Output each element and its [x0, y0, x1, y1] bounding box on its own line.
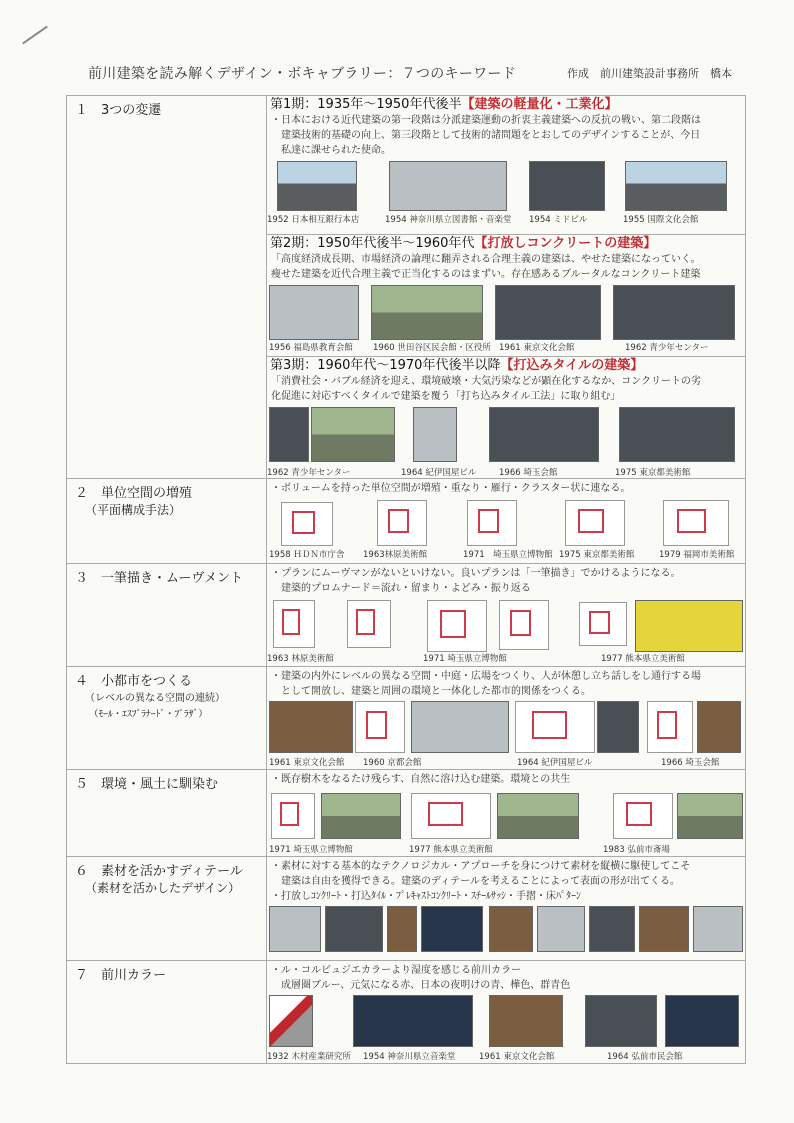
- period-theme: 【打放しコンクリートの建築】: [474, 236, 657, 251]
- photo-caption: 1932 木村産業研究所: [267, 1052, 351, 1062]
- floor-plan: [377, 500, 427, 546]
- row-label: ４ 小都市をつくる （レベルの異なる空間の連続） （ﾓｰﾙ・ｴｽﾌﾟﾗﾅｰﾄﾞ・ﾌﾟﾗｻﾞ）: [67, 667, 267, 770]
- table-row: [67, 479, 746, 564]
- building-photo: [613, 285, 735, 340]
- paragraph-line: ・既存樹木をなるたけ残らす、自然に溶け込む建築。環境との共生: [271, 774, 571, 785]
- row-content: [267, 770, 746, 857]
- floor-plan-highlighted: [635, 600, 743, 652]
- site-plan: [355, 701, 405, 753]
- photo-caption: 1971 埼玉県立博物館: [269, 845, 353, 855]
- paragraph-line: 「消費社会・バブル経済を迎え、環境破壊・大気汚染などが顕在化するなか、コンクリートの劣: [271, 376, 701, 387]
- table-row: [67, 961, 746, 1064]
- photo-caption: 1952 日本相互銀行本店: [267, 215, 360, 225]
- building-photo: [489, 407, 599, 462]
- photo-caption: 1958 ＨＤＮ市庁舎: [269, 550, 345, 560]
- row-content: [267, 667, 746, 770]
- period-heading: 第1期：1935年～1950年代後半: [270, 97, 462, 112]
- row-label: ５ 環境・風土に馴染む: [67, 770, 267, 857]
- pen-mark: [22, 26, 48, 45]
- photo-caption: 1966 埼玉会館: [499, 468, 558, 478]
- photo-caption: 1979 福岡市美術館: [659, 550, 735, 560]
- building-photo: [269, 701, 353, 753]
- table-row: [67, 564, 746, 667]
- material-photo: [639, 906, 689, 952]
- floor-plan: [499, 600, 549, 650]
- floor-plan: [347, 600, 391, 648]
- paragraph-line: ・素材に対する基本的なテクノロジカル・アプローチを身につけて素材を縦横に駆使してこそ: [271, 861, 691, 872]
- site-plan: [647, 701, 693, 753]
- period-3: [267, 357, 745, 478]
- paragraph-line: ・日本における近代建築の第一段階は分派建築運動の折衷主義建築への反抗の戦い、第二段階は: [271, 115, 701, 126]
- site-plan: [271, 793, 315, 839]
- author-line: 作成 前川建築設計事務所 橋本: [567, 67, 732, 80]
- photo-caption: 1975 東京都美術館: [615, 468, 691, 478]
- row-label: ７ 前川カラー: [67, 961, 267, 1064]
- building-photo: [413, 407, 457, 462]
- table-row: [67, 667, 746, 770]
- row-content: [267, 479, 746, 564]
- building-photo: [353, 995, 473, 1047]
- page-title: 前川建築を読み解くデザイン・ボキャブラリー：７つのキーワード: [88, 66, 517, 82]
- site-plan: [613, 793, 673, 839]
- row-label: １ 3つの変遷: [67, 96, 267, 479]
- photo-caption: 1954 神奈川県立図書館・音楽堂: [385, 215, 512, 225]
- paragraph-line: ・打放しｺﾝｸﾘｰﾄ・打込ﾀｲﾙ・ﾌﾟﾚｷｬｽﾄｺﾝｸﾘｰﾄ・ｽﾁｰﾙｻｯｼ・手摺・床ﾊﾟﾀｰﾝ: [271, 891, 581, 902]
- building-photo: [489, 995, 563, 1047]
- table-row: [67, 857, 746, 961]
- paragraph-line: 成層圏ブルー、元気になる赤、日本の夜明けの青、樺色、群青色: [281, 980, 571, 991]
- photo-caption: 1963 林原美術館: [267, 654, 334, 664]
- material-photo: [693, 906, 743, 952]
- paragraph-line: 建築技術的基礎の向上、第三段階として技術的諸問題をとおしてのデザインすることが、今日: [281, 130, 701, 141]
- material-photo: [325, 906, 383, 952]
- paragraph-line: 痩せた建築を近代合理主義で正当化するのはまずい。存在感あるブルータルなコンクリート建築: [271, 269, 701, 280]
- paragraph-line: ・ボリュームを持った単位空間が増殖・重なり・雁行・クラスター状に連なる。: [271, 483, 631, 494]
- period-theme: 【打込みタイルの建築】: [500, 358, 644, 373]
- row-content: [267, 564, 746, 667]
- row-label: ２ 単位空間の増殖 （平面構成手法）: [67, 479, 267, 564]
- building-photo: [497, 793, 579, 839]
- photo-caption: 1954 神奈川県立音楽堂: [363, 1052, 456, 1062]
- material-photo: [589, 906, 635, 952]
- photo-caption: 1964 紀伊国屋ビル: [517, 758, 593, 768]
- photo-caption: 1961 東京文化会館: [269, 758, 345, 768]
- building-photo: [277, 161, 357, 211]
- material-photo: [387, 906, 417, 952]
- photo-caption: 1961 東京文化会館: [479, 1052, 555, 1062]
- photo-caption: 1971 埼玉県立博物館: [463, 550, 553, 560]
- paragraph-line: ・プランにムーヴマンがないといけない。良いプランは「一筆描き」でかけるようになる。: [271, 568, 681, 579]
- material-photo: [489, 906, 533, 952]
- photo-caption: 1975 東京都美術館: [559, 550, 635, 560]
- building-photo: [411, 701, 509, 753]
- period-2: [267, 235, 745, 357]
- photo-caption: 1956 福島県教育会館: [269, 343, 353, 353]
- period-1: [267, 96, 745, 235]
- photo-caption: 1962 青少年センター: [625, 343, 709, 353]
- building-photo: [371, 285, 483, 340]
- keyword-table: [66, 95, 746, 1064]
- material-photo: [421, 906, 483, 952]
- floor-plan: [663, 500, 729, 546]
- paragraph-line: 私達に課せられた使命。: [281, 145, 391, 156]
- photo-caption: 1977 熊本県立美術館: [601, 654, 685, 664]
- building-photo: [665, 995, 739, 1047]
- photo-caption: 1960 京都会館: [363, 758, 422, 768]
- floor-plan: [579, 602, 627, 646]
- site-plan: [411, 793, 491, 839]
- photo-caption: 1977 熊本県立美術館: [409, 845, 493, 855]
- building-photo: [529, 161, 605, 211]
- site-plan: [515, 701, 595, 753]
- row-content: [267, 857, 746, 961]
- photo-caption: 1963林原美術館: [363, 550, 428, 560]
- building-photo: [619, 407, 735, 462]
- row-label: ６ 素材を活かすディテール （素材を活かしたデザイン）: [67, 857, 267, 961]
- building-photo: [269, 995, 313, 1047]
- paragraph-line: 「高度経済成長期、市場経済の論理に翻弄される合理主義の建築は、やせた建築になっていく。: [271, 254, 701, 265]
- material-photo: [269, 906, 321, 952]
- floor-plan: [427, 600, 487, 652]
- paragraph-line: 建築的プロムナード＝流れ・留まり・よどみ・振り返る: [281, 583, 531, 594]
- building-photo: [585, 995, 657, 1047]
- building-photo: [697, 701, 741, 753]
- photo-caption: 1966 埼玉会館: [661, 758, 720, 768]
- building-photo: [389, 161, 507, 211]
- photo-caption: 1962 青少年センター: [267, 468, 351, 478]
- building-photo: [597, 701, 639, 753]
- building-photo: [677, 793, 743, 839]
- material-photo: [537, 906, 585, 952]
- floor-plan: [565, 500, 625, 546]
- photo-caption: 1964 紀伊国屋ビル: [401, 468, 477, 478]
- floor-plan: [281, 502, 333, 546]
- row-content: [267, 96, 746, 479]
- paragraph-line: ・ル・コルビュジエカラーより湿度を感じる前川カラー: [271, 965, 521, 976]
- building-photo: [269, 407, 309, 462]
- table-row: [67, 96, 746, 479]
- period-heading: 第3期：1960年代～1970年代後半以降: [270, 358, 501, 373]
- photo-caption: 1955 国際文化会館: [623, 215, 699, 225]
- floor-plan: [467, 500, 517, 546]
- paragraph-line: 化促進に対応すべくタイルで建築を覆う「打ち込みタイル工法」に取り組む」: [271, 391, 621, 402]
- building-photo: [269, 285, 359, 340]
- table-row: [67, 770, 746, 857]
- paragraph-line: ・建築の内外にレベルの異なる空間・中庭・広場をつくり、人が休憩し立ち話しをし通行する場: [271, 671, 701, 682]
- photo-caption: 1961 東京文化会館: [499, 343, 575, 353]
- photo-caption: 1971 埼玉県立博物館: [423, 654, 507, 664]
- row-label: ３ 一筆描き・ムーヴメント: [67, 564, 267, 667]
- floor-plan: [273, 600, 315, 648]
- photo-caption: 1954 ミドビル: [529, 215, 588, 225]
- photo-caption: 1960 世田谷区民会館・区役所: [373, 343, 491, 353]
- paragraph-line: 建築は自由を獲得できる。建築のディテールを考えることによって表面の形が出てくる。: [281, 876, 680, 887]
- photo-caption: 1983 弘前市斎場: [603, 845, 670, 855]
- building-photo: [495, 285, 601, 340]
- paragraph-line: として開放し、建築と周囲の環境と一体化した都市的関係をつくる。: [281, 686, 591, 697]
- period-heading: 第2期：1950年代後半～1960年代: [270, 236, 475, 251]
- row-content: [267, 961, 746, 1064]
- period-theme: 【建築の軽量化・工業化】: [461, 97, 618, 112]
- building-photo: [311, 407, 395, 462]
- photo-caption: 1964 弘前市民会館: [607, 1052, 683, 1062]
- building-photo: [625, 161, 727, 211]
- building-photo: [321, 793, 401, 839]
